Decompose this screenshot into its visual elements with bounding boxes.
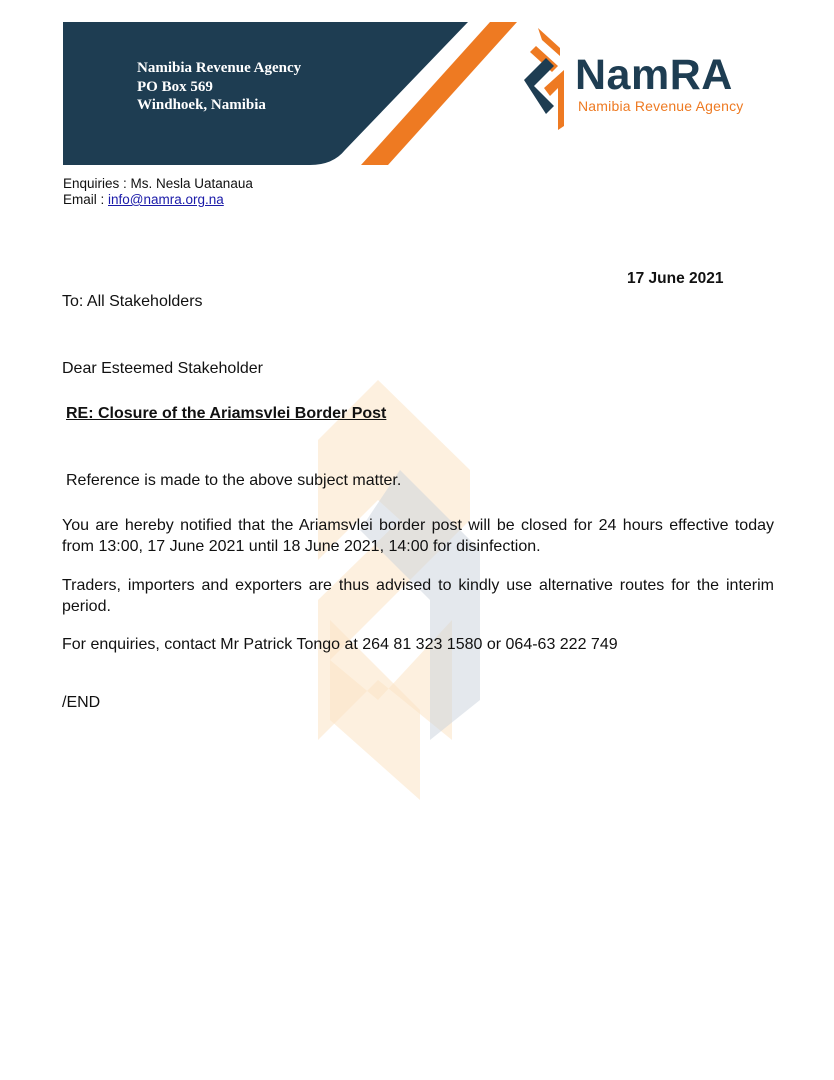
email-line <box>63 192 253 208</box>
end-marker: /END <box>62 694 101 711</box>
logo-wordmark: NamRA <box>575 51 733 99</box>
namra-logo-icon <box>520 26 580 130</box>
paragraph-enquiries: For enquiries, contact Mr Patrick Tongo at 264 81 323 1580 or 064-63 222 749 <box>62 636 618 653</box>
paragraph-advice: Traders, importers and exporters are thus advised to kindly use alternative routes for the interim period. <box>62 577 774 615</box>
logo-tagline: Namibia Revenue Agency <box>578 98 744 114</box>
city: Windhoek, Namibia <box>137 97 266 113</box>
enquiries-line: Enquiries : Ms. Nesla Uatanaua <box>63 176 253 191</box>
email-link[interactable]: info@namra.org.na <box>108 192 224 207</box>
org-name: Namibia Revenue Agency <box>137 60 302 76</box>
salutation: Dear Esteemed Stakeholder <box>62 360 263 377</box>
contact-block <box>63 176 253 208</box>
paragraph-reference: Reference is made to the above subject matter. <box>66 472 402 489</box>
namra-logo <box>575 52 744 114</box>
letter-date: 17 June 2021 <box>627 270 724 287</box>
sender-address <box>137 59 301 115</box>
recipient-line: To: All Stakeholders <box>62 293 203 310</box>
paragraph-notice: You are hereby notified that the Ariamsvlei border post will be closed for 24 hours effective today from 13:00, 17 June 2021 until 18 June 2021, 14:00 for disinfection. <box>62 517 774 555</box>
email-label: Email : <box>63 192 109 207</box>
po-box: PO Box 569 <box>137 78 213 95</box>
subject-line: RE: Closure of the Ariamsvlei Border Post <box>66 405 387 422</box>
